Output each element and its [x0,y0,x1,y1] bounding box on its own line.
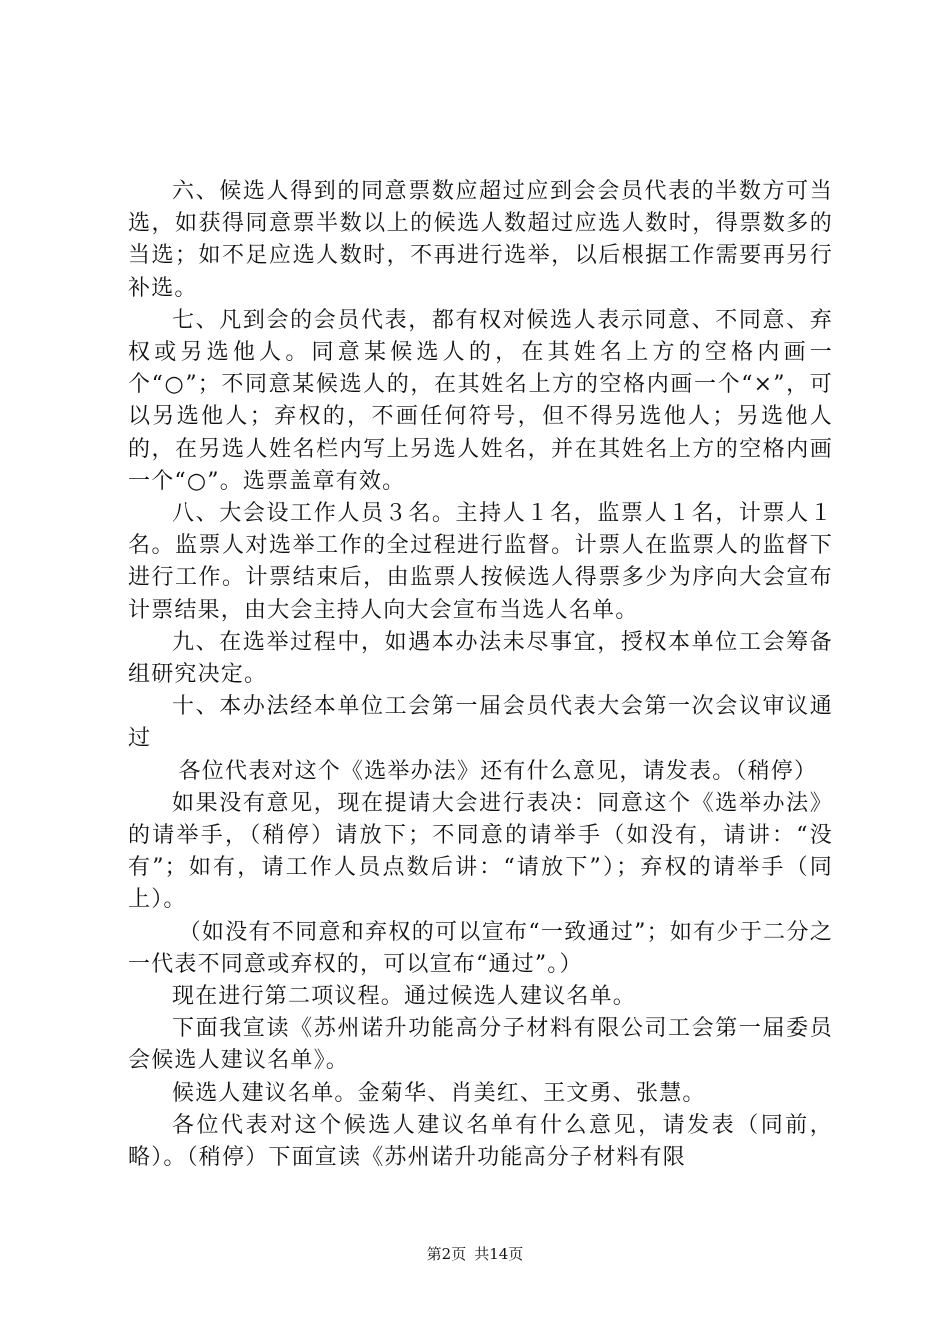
paragraph-vote-note: （如没有不同意和弃权的可以宣布“一致通过”；如有少于二分之一代表不同意或弃权的，可以宣布“通过”。） [128,919,833,977]
paragraph-candidate-list: 候选人建议名单。金菊华、肖美红、王文勇、张慧。 [172,1080,706,1106]
page-number-current: 第2页 [426,1245,467,1263]
paragraph-opinion-request: 各位代表对这个《选举办法》还有什么意见，请发表。（稍停） [178,758,818,784]
paragraph-9: 九、在选举过程中，如遇本办法未尽事宜，授权本单位工会筹备组研究决定。 [128,629,833,688]
paragraph-7: 七、凡到会的会员代表，都有权对候选人表示同意、不同意、弃权或另选他人。同意某候选人的，在其姓名上方的空格内画一个“○”；不同意某候选人的，在其姓名上方的空格内画一个“×”，可以另选他人；弃权的，不画任何符号，但不得另选他人；另选他人的，在另选人姓名栏内写上另选人姓名，并在其姓名上方的空格内画一个“○”。选票盖章有效。 [128,307,833,494]
paragraph-8: 八、大会设工作人员３名。主持人１名，监票人１名，计票人１名。监票人对选举工作的全过程进行监督。计票人在监票人的监督下进行工作。计票结束后，由监票人按候选人得票多少为序向大会宣布计票结果，由大会主持人向大会宣布当选人名单。 [128,501,833,623]
paragraph-second-agenda: 现在进行第二项议程。通过候选人建议名单。 [172,984,637,1010]
paragraph-list-opinion: 各位代表对这个候选人建议名单有什么意见，请发表（同前，略）。（稍停）下面宣读《苏州诺升功能高分子材料有限 [128,1112,833,1171]
paragraph-announce-list: 下面我宣读《苏州诺升功能高分子材料有限公司工会第一届委员会候选人建议名单》。 [128,1016,833,1074]
paragraph-10: 十、本办法经本单位工会第一届会员代表大会第一次会议审议通过 [128,694,833,752]
page-footer [0,1244,950,1264]
page-number-total: 共14页 [474,1245,524,1263]
paragraph-6: 六、候选人得到的同意票数应超过应到会会员代表的半数方可当选，如获得同意票半数以上的候选人数超过应选人数时，得票数多的当选；如不足应选人数时，不再进行选举，以后根据工作需要再另行补选。 [128,179,833,301]
paragraph-vote-procedure: 如果没有意见，现在提请大会进行表决：同意这个《选举办法》的请举手，（稍停）请放下；不同意的请举手（如没有，请讲：“没有”；如有，请工作人员点数后讲：“请放下”）；弃权的请举手（同上）。 [128,790,833,913]
document-body [128,176,833,1174]
